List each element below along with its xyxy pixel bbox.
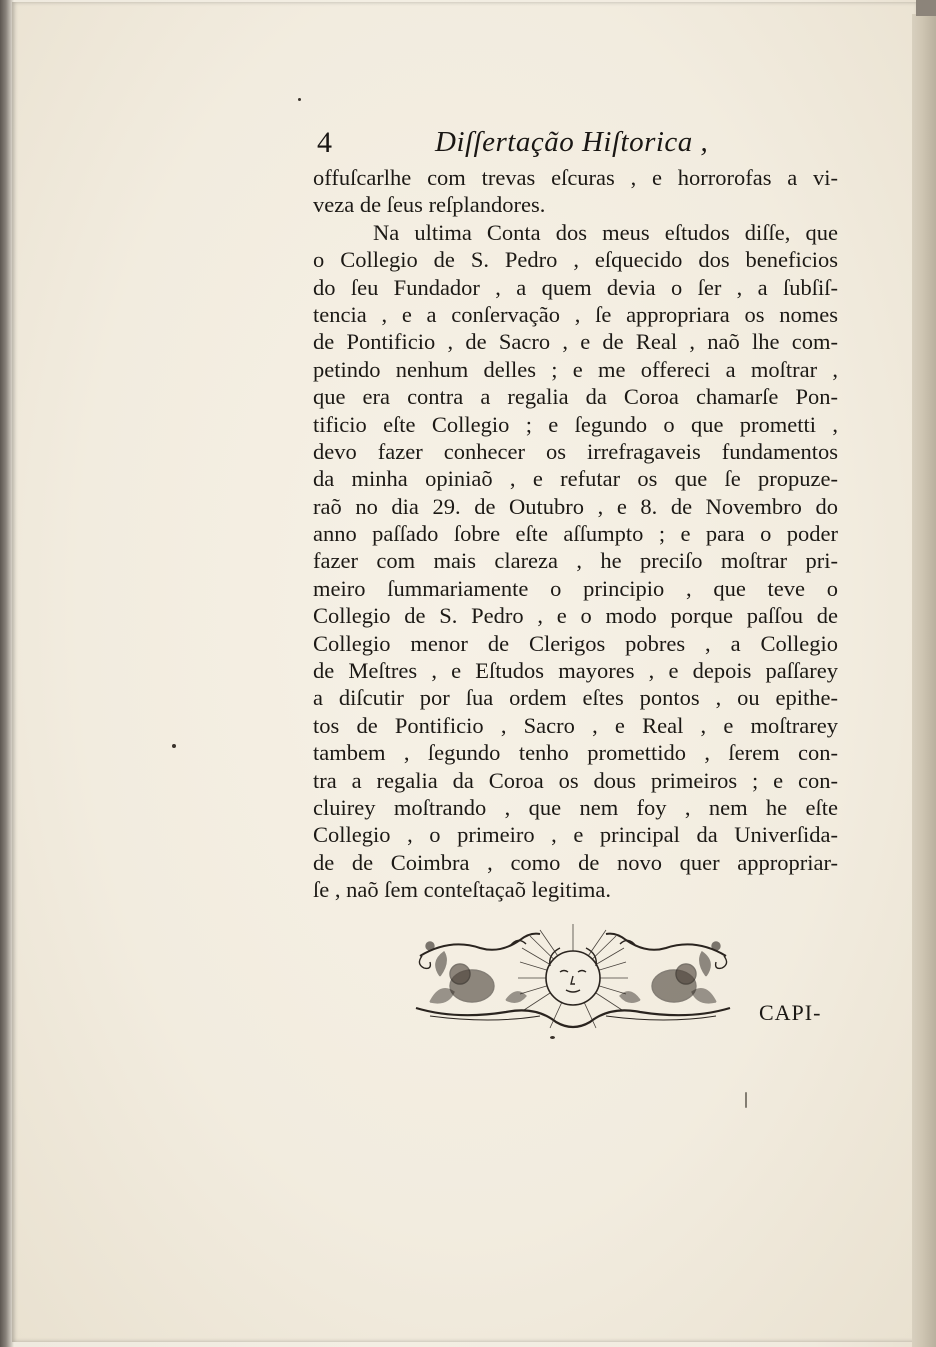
text-line: da minha opiniaõ , e refutar os que ſe propuze- — [313, 466, 838, 492]
text-line: Na ultima Conta dos meus eſtudos diſſe, que — [373, 219, 838, 245]
page-corner-shadow — [916, 0, 936, 16]
text-line: tra a regalia da Coroa os dous primeiros ; e con- — [313, 767, 838, 793]
ink-speck — [298, 98, 301, 101]
text-line: anno paſſado ſobre eſte aſſumpto ; e para o poder — [313, 521, 838, 547]
text-line: Collegio de S. Pedro , e o modo porque paſſou de — [313, 603, 838, 629]
text-line: veza de ſeus reſplandores. — [313, 192, 546, 218]
text-line: Collegio menor de Clerigos pobres , a Collegio — [313, 630, 838, 656]
page-header — [313, 118, 833, 168]
page-number: 4 — [317, 126, 332, 159]
text-line: do ſeu Fundador , a quem devia o ſer , a ſubſiſ- — [313, 274, 838, 300]
text-line: Collegio , o primeiro , e principal da Univerſida- — [313, 822, 838, 848]
ink-speck — [745, 1092, 747, 1108]
body-text — [313, 164, 838, 904]
text-line: raõ no dia 29. de Outubro , e 8. de Novembro do — [313, 493, 838, 519]
text-line: a diſcutir por ſua ordem eſtes pontos , ou epithe- — [313, 685, 838, 711]
ink-speck — [550, 1036, 555, 1039]
text-line: cluirey moſtrando , que nem foy , nem he eſte — [313, 794, 838, 820]
running-title: Diſſertação Hiſtorica , — [435, 126, 709, 158]
text-line: o Collegio de S. Pedro , eſquecido dos beneficios — [313, 247, 838, 273]
text-line: tificio eſte Collegio ; e ſegundo o que prometti , — [313, 411, 838, 437]
text-line: petindo nenhum delles ; e me offereci a moſtrar , — [313, 356, 838, 382]
text-line: fazer com mais clareza , he preciſo moſtrar pri- — [313, 548, 838, 574]
text-line: tambem , ſegundo tenho promettido , ſerem con- — [313, 740, 838, 766]
text-line: de de Coimbra , como de novo quer appropriar- — [313, 849, 838, 875]
text-line: que era contra a regalia da Coroa chamarſe Pon- — [313, 384, 838, 410]
next-page-edge — [912, 14, 936, 1347]
text-line: ſe , naõ ſem conteſtaçaõ legitima. — [313, 877, 612, 903]
text-line: de Pontificio , de Sacro , e de Real , naõ lhe com- — [313, 329, 838, 355]
catchword: CAPI- — [759, 1000, 822, 1025]
text-line: de Meſtres , e Eſtudos mayores , e depois paſſarey — [313, 658, 838, 684]
text-line: devo fazer conhecer os irrefragaveis fundamentos — [313, 438, 838, 464]
cherub-sun-ornament — [410, 916, 736, 1038]
text-line: offuſcarlhe com trevas eſcuras , e horrorofas a vi- — [313, 165, 838, 190]
ink-speck — [172, 744, 176, 748]
text-line: meiro ſummariamente o principio , que teve o — [313, 575, 838, 601]
text-line: tencia , e a conſervação , ſe appropriara os nomes — [313, 301, 838, 327]
text-line: tos de Pontificio , Sacro , e Real , e moſtrarey — [313, 712, 838, 738]
